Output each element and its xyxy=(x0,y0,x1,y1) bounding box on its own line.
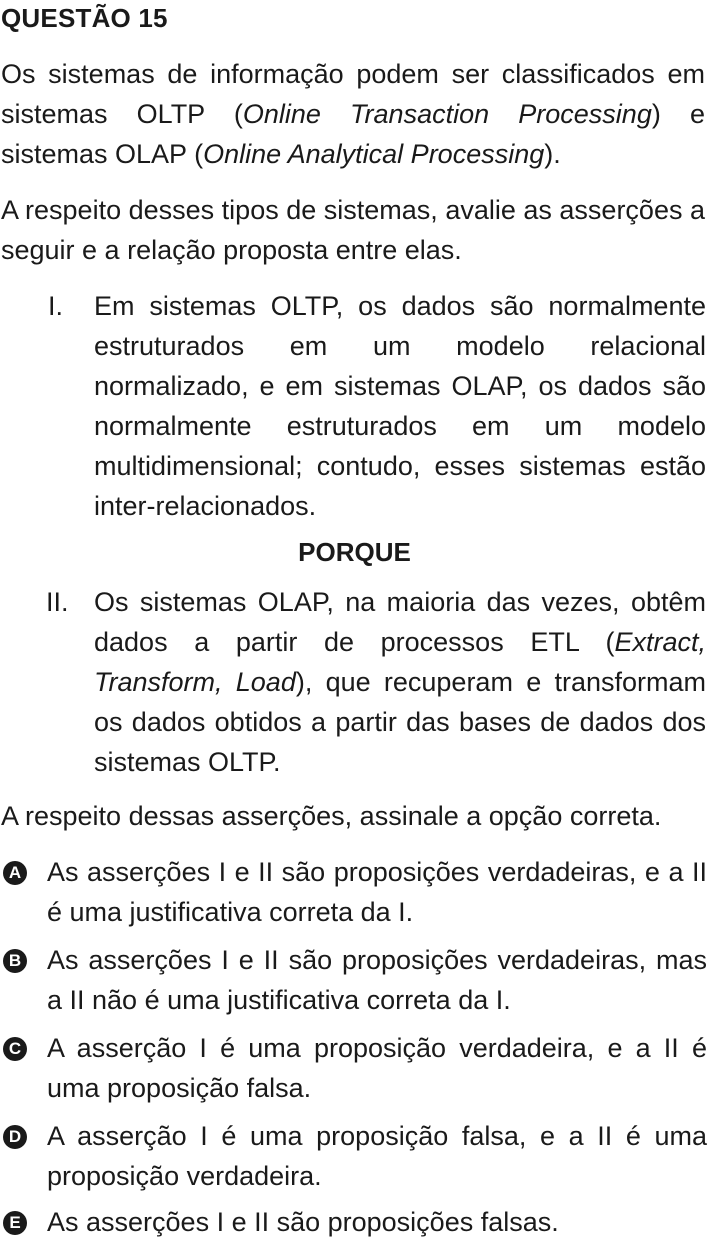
option-e-letter-badge: E xyxy=(3,1211,27,1235)
option-e-text: As asserções I e II são proposições falsas. xyxy=(47,1207,559,1237)
assertion-1-numeral: I. xyxy=(48,291,64,321)
instruction-text: A respeito dessas asserções, assinale a opção correta. xyxy=(1,801,662,831)
assertion-2-text xyxy=(94,582,706,782)
oltp-expansion: Online Transaction Processing xyxy=(242,99,652,129)
olap-expansion: Online Analytical Processing xyxy=(203,139,545,169)
intro-part-3: ). xyxy=(544,139,561,169)
intro-part-2: ) e sistemas OLAP ( xyxy=(1,99,706,169)
option-d-text: A asserção I é uma proposição falsa, e a II é uma proposição verdadeira. xyxy=(47,1121,707,1191)
context-paragraph: A respeito desses tipos de sistemas, avalie as asserções a seguir e a relação proposta entre elas. xyxy=(1,195,705,265)
question-title: QUESTÃO 15 xyxy=(1,3,168,33)
option-b-letter-badge: B xyxy=(3,949,27,973)
option-d-letter-badge: D xyxy=(3,1125,27,1149)
intro-paragraph xyxy=(1,54,705,174)
option-a-letter-badge: A xyxy=(3,861,27,885)
option-c-letter-badge: C xyxy=(3,1037,27,1061)
connector-label: PORQUE xyxy=(298,537,411,567)
etl-expansion: Extract, Transform, Load xyxy=(94,627,706,697)
assertion-1-text: Em sistemas OLTP, os dados são normalmente estruturados em um modelo relacional normalizado, e em sistemas OLAP, os dados são normalmente estruturados em um modelo multidimensional; contudo, esses sistemas estão inter-relacionados. xyxy=(94,291,706,521)
option-a-text: As asserções I e II são proposições verdadeiras, e a II é uma justificativa correta da I. xyxy=(47,857,707,927)
assertion-2-numeral: II. xyxy=(46,587,69,617)
assertion-2-part-1: Os sistemas OLAP, na maioria das vezes, obtêm dados a partir de processos ETL ( xyxy=(94,587,706,657)
connector-porque xyxy=(0,534,709,570)
option-b-text: As asserções I e II são proposições verdadeiras, mas a II não é uma justificativa correta da I. xyxy=(47,945,707,1015)
intro-part-1: Os sistemas de informação podem ser classificados em sistemas OLTP ( xyxy=(1,59,705,129)
option-c-text: A asserção I é uma proposição verdadeira, e a II é uma proposição falsa. xyxy=(47,1033,707,1103)
assertion-2-part-2: ), que recuperam e transformam os dados obtidos a partir das bases de dados dos sistemas OLTP. xyxy=(94,667,706,777)
